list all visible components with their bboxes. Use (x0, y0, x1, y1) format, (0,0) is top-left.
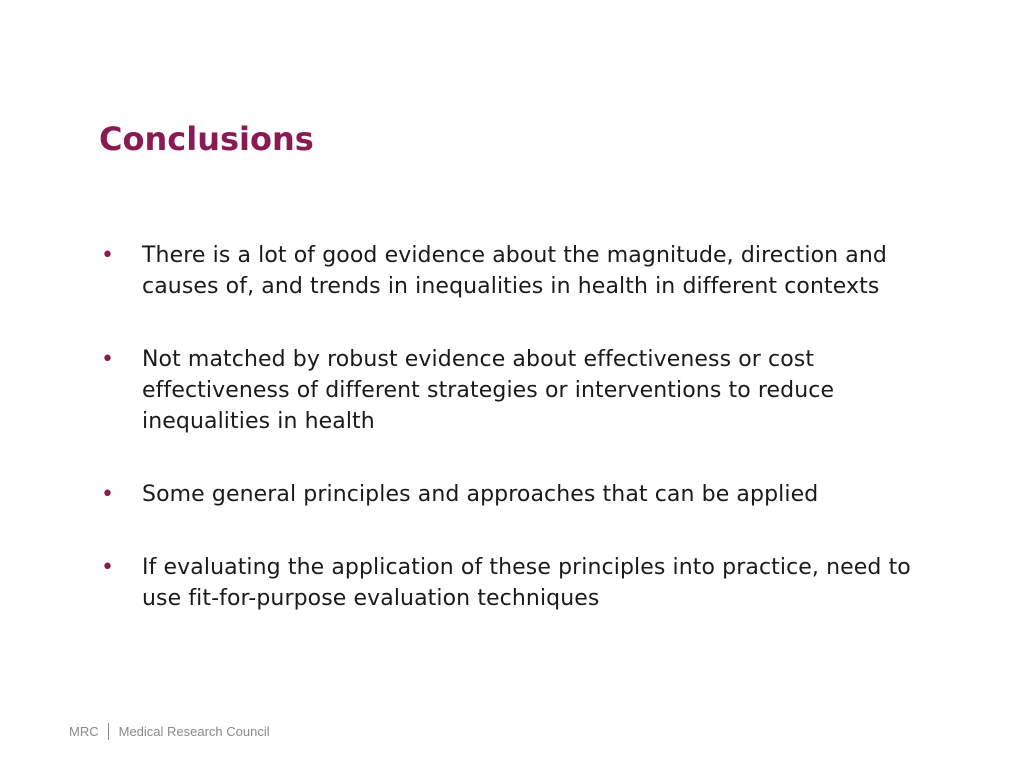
footer-divider (108, 723, 109, 740)
bullet-text: Not matched by robust evidence about effectiveness or cost effectiveness of different strategies or interventions to reduce inequalities in health (142, 347, 835, 434)
footer-org-abbrev: MRC (69, 723, 99, 739)
bullet-text: There is a lot of good evidence about the magnitude, direction and causes of, and trends in inequalities in health in different contexts (142, 243, 887, 299)
bullet-icon: • (101, 555, 115, 580)
bullet-item (99, 479, 949, 510)
bullet-item (99, 344, 949, 437)
bullet-text: If evaluating the application of these principles into practice, need to use fit-for-purpose evaluation techniques (142, 555, 911, 611)
footer-logo (69, 721, 270, 741)
footer-org-name: Medical Research Council (118, 723, 270, 739)
bullet-icon: • (101, 347, 115, 372)
bullet-icon: • (101, 482, 115, 507)
bullet-item (99, 240, 949, 302)
slide-title: Conclusions (99, 120, 314, 158)
bullet-list (99, 240, 949, 614)
bullet-text: Some general principles and approaches that can be applied (142, 482, 819, 507)
bullet-item (99, 552, 949, 614)
bullet-icon: • (101, 243, 115, 268)
